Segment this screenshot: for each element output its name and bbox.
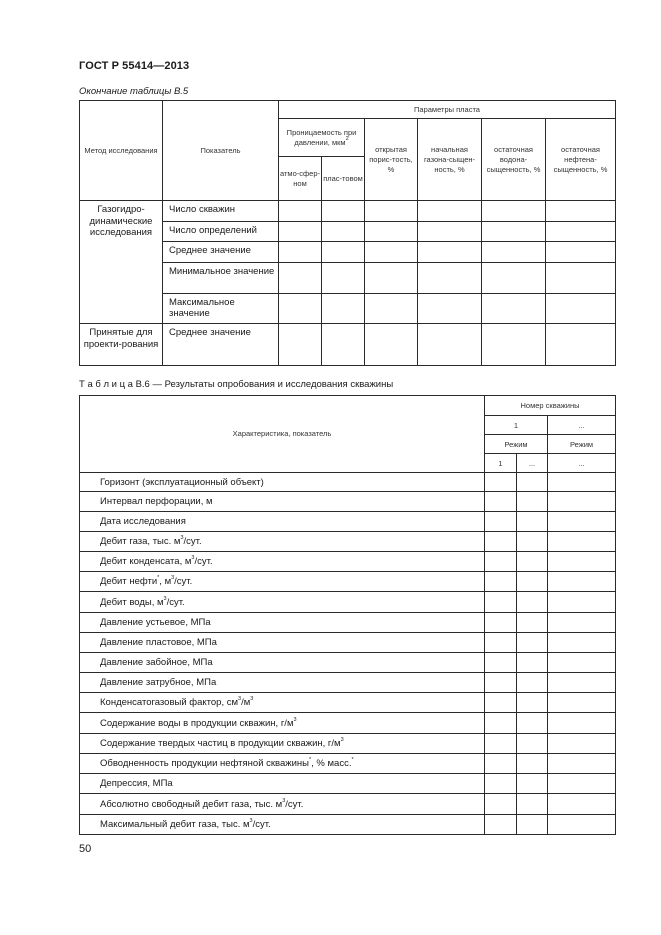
value-cell — [548, 512, 616, 532]
value-cell — [485, 552, 517, 572]
indicator-cell: Среднее значение — [163, 324, 279, 366]
indicator-cell: Число определений — [163, 222, 279, 242]
header-oil-saturation: остаточная нефтена-сыщенность, % — [546, 119, 616, 201]
characteristic-cell: Содержание воды в продукции скважин, $г/м^3$ — [80, 713, 485, 734]
header-characteristic: Характеристика, показатель — [80, 396, 485, 473]
header-method: Метод исследования — [80, 101, 163, 201]
value-cell — [517, 794, 548, 815]
table-row — [80, 633, 616, 653]
characteristic-cell: Абсолютно свободный дебит газа, тыс. $м^3$/сут. — [80, 794, 485, 815]
value-cell — [517, 815, 548, 835]
value-cell — [548, 552, 616, 572]
characteristic-cell: Обводненность продукции нефтяной скважины*, % масс.* — [80, 754, 485, 774]
value-cell — [517, 673, 548, 693]
characteristic-cell: Депрессия, МПа — [80, 774, 485, 794]
method-cell: Газогидро-динамические исследования — [80, 201, 163, 324]
header-mode-more-well: Режим — [548, 435, 616, 454]
characteristic-cell: Максимальный дебит газа, тыс. $м^3$/сут. — [80, 815, 485, 835]
value-cell — [485, 754, 517, 774]
page-number: 50 — [79, 843, 92, 855]
header-mode-more-2: ... — [548, 454, 616, 473]
table-row — [80, 512, 616, 532]
value-cell — [485, 693, 517, 713]
table-row — [80, 473, 616, 492]
table-row — [80, 734, 616, 754]
table-row — [80, 532, 616, 552]
value-cell — [485, 713, 517, 734]
characteristic-cell: Давление устьевое, МПа — [80, 613, 485, 633]
table-row — [80, 572, 616, 592]
value-cell — [485, 673, 517, 693]
value-cell — [517, 713, 548, 734]
header-indicator: Показатель — [163, 101, 279, 201]
table-row — [80, 794, 616, 815]
value-cell — [548, 633, 616, 653]
table-b5-caption: Окончание таблицы В.5 — [79, 86, 189, 97]
header-water-saturation: остаточная водона-сыщенность, % — [482, 119, 546, 201]
indicator-cell: Максимальное значение — [163, 294, 279, 324]
value-cell — [517, 552, 548, 572]
value-cell — [548, 815, 616, 835]
value-cell — [485, 734, 517, 754]
characteristic-cell: Давление забойное, МПа — [80, 653, 485, 673]
characteristic-cell: Дебит воды, $м^3$/сут. — [80, 592, 485, 613]
characteristic-cell: Дебит нефти*, $м^3$/сут. — [80, 572, 485, 592]
value-cell — [517, 512, 548, 532]
header-well-more: ... — [548, 416, 616, 435]
value-cell — [485, 492, 517, 512]
indicator-cell: Число скважин — [163, 201, 279, 222]
value-cell — [517, 754, 548, 774]
document-title: ГОСТ Р 55414—2013 — [79, 60, 190, 72]
value-cell — [517, 693, 548, 713]
value-cell — [548, 693, 616, 713]
value-cell — [485, 592, 517, 613]
value-cell — [485, 532, 517, 552]
value-cell — [548, 613, 616, 633]
value-cell — [485, 653, 517, 673]
table-row — [80, 324, 616, 366]
value-cell — [548, 734, 616, 754]
value-cell — [485, 815, 517, 835]
value-cell — [485, 572, 517, 592]
value-cell — [517, 572, 548, 592]
table-row — [80, 673, 616, 693]
value-cell — [548, 473, 616, 492]
value-cell — [517, 734, 548, 754]
method-cell: Принятые для проекти-рования — [80, 324, 163, 366]
header-mode-1: 1 — [485, 454, 517, 473]
table-b5 — [79, 100, 616, 366]
header-mode: Режим — [485, 435, 548, 454]
table-row — [80, 552, 616, 572]
table-row — [80, 201, 616, 222]
table-row — [80, 592, 616, 613]
value-cell — [485, 613, 517, 633]
value-cell — [517, 592, 548, 613]
value-cell — [548, 673, 616, 693]
value-cell — [485, 774, 517, 794]
value-cell — [517, 532, 548, 552]
indicator-cell: Среднее значение — [163, 242, 279, 263]
header-params: Параметры пласта — [279, 101, 616, 119]
header-open-porosity: открытая порис-тость, % — [365, 119, 418, 201]
indicator-cell: Минимальное значение — [163, 263, 279, 294]
value-cell — [548, 794, 616, 815]
value-cell — [548, 532, 616, 552]
table-row — [80, 613, 616, 633]
value-cell — [548, 572, 616, 592]
header-well-number: Номер скважины — [485, 396, 616, 416]
value-cell — [517, 473, 548, 492]
value-cell — [485, 794, 517, 815]
value-cell — [517, 774, 548, 794]
header-permeability: Проницаемость при давлении, мкм$^2$ — [279, 119, 365, 157]
characteristic-cell: Давление пластовое, МПа — [80, 633, 485, 653]
table-row — [80, 492, 616, 512]
table-b6-caption: Т а б л и ц а В.6 — Результаты опробования и исследования скважины — [79, 379, 394, 390]
characteristic-cell: Горизонт (эксплуатационный объект) — [80, 473, 485, 492]
value-cell — [517, 653, 548, 673]
characteristic-cell: Интервал перфорации, м — [80, 492, 485, 512]
table-row — [80, 713, 616, 734]
value-cell — [517, 633, 548, 653]
header-atmospheric: атмо-сфер-ном — [279, 157, 322, 201]
value-cell — [517, 492, 548, 512]
value-cell — [548, 592, 616, 613]
header-gas-saturation: начальная газона-сыщен-ность, % — [418, 119, 482, 201]
value-cell — [548, 713, 616, 734]
characteristic-cell: Дата исследования — [80, 512, 485, 532]
characteristic-cell: Конденсатогазовый фактор, $см^3/м^3$ — [80, 693, 485, 713]
table-row — [80, 693, 616, 713]
header-well-1: 1 — [485, 416, 548, 435]
value-cell — [517, 613, 548, 633]
table-row — [80, 774, 616, 794]
table-b6 — [79, 395, 616, 835]
table-row — [80, 815, 616, 835]
table-row — [80, 653, 616, 673]
characteristic-cell: Дебит конденсата, $м^3$/сут. — [80, 552, 485, 572]
characteristic-cell: Содержание твердых частиц в продукции скважин, $г/м^3$ — [80, 734, 485, 754]
value-cell — [485, 512, 517, 532]
header-reservoir: плас-товом — [322, 157, 365, 201]
characteristic-cell: Дебит газа, тыс. $м^3$/сут. — [80, 532, 485, 552]
value-cell — [548, 492, 616, 512]
value-cell — [548, 754, 616, 774]
value-cell — [548, 653, 616, 673]
characteristic-cell: Давление затрубное, МПа — [80, 673, 485, 693]
value-cell — [485, 633, 517, 653]
value-cell — [485, 473, 517, 492]
value-cell — [548, 774, 616, 794]
table-row — [80, 754, 616, 774]
header-mode-more: ... — [517, 454, 548, 473]
